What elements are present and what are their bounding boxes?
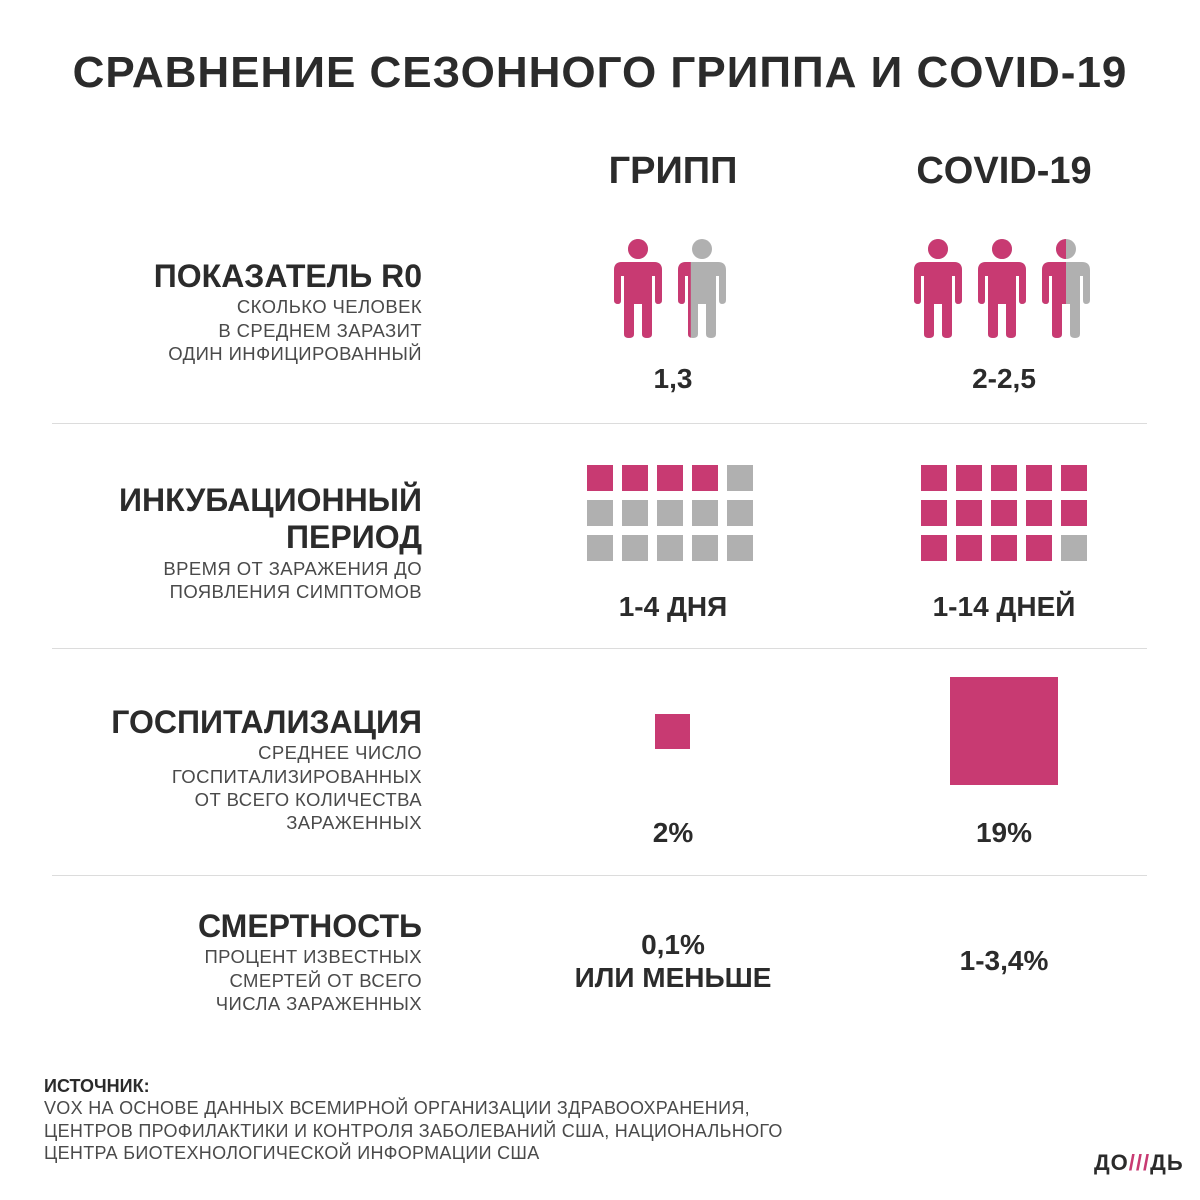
person-icon: [974, 238, 1030, 338]
day-square-icon: [727, 535, 753, 561]
r0-subtitle-line-3: ОДИН ИНФИЦИРОВАННЫЙ: [168, 342, 422, 364]
covid-r0-value: 2-2,5: [972, 363, 1036, 394]
day-square-icon: [727, 465, 753, 491]
person-icon: [1038, 238, 1094, 338]
hospitalization-label-block: [60, 704, 422, 834]
day-square-icon: [956, 535, 982, 561]
source-line-3: ЦЕНТРА БИОТЕХНОЛОГИЧЕСКОЙ ИНФОРМАЦИИ США: [44, 1143, 540, 1163]
day-square-icon: [587, 535, 613, 561]
person-icon: [910, 238, 966, 338]
flu-mortality-value-line-2: ИЛИ МЕНЬШЕ: [574, 962, 772, 994]
day-square-icon: [622, 465, 648, 491]
covid-incubation-value: 1-14 ДНЕЙ: [932, 591, 1076, 622]
flu-r0-people: [610, 238, 730, 338]
day-square-icon: [921, 465, 947, 491]
logo-text-right: ДЬ: [1150, 1150, 1184, 1175]
source-line-2: ЦЕНТРОВ ПРОФИЛАКТИКИ И КОНТРОЛЯ ЗАБОЛЕВАНИЙ США, НАЦИОНАЛЬНОГО: [44, 1120, 783, 1141]
hospitalization-subtitle-line-2: ГОСПИТАЛИЗИРОВАННЫХ: [171, 765, 422, 787]
flu-mortality-value: [543, 928, 803, 994]
page-title: СРАВНЕНИЕ СЕЗОННОГО ГРИППА И COVID-19: [72, 48, 1128, 97]
day-square-icon: [991, 535, 1017, 561]
mortality-subtitle-line-1: ПРОЦЕНТ ИЗВЕСТНЫХ: [204, 946, 422, 968]
mortality-subtitle-line-3: ЧИСЛА ЗАРАЖЕННЫХ: [215, 992, 422, 1014]
covid-r0-people: [910, 238, 1094, 338]
incubation-heading-line-1: ИНКУБАЦИОННЫЙ: [118, 482, 422, 518]
hospitalization-subtitle-line-3: ОТ ВСЕГО КОЛИЧЕСТВА: [194, 788, 422, 810]
day-square-icon: [921, 500, 947, 526]
r0-label-block: [60, 258, 422, 365]
day-square-icon: [1026, 465, 1052, 491]
flu-hospitalization-value: 2%: [652, 817, 694, 848]
day-square-icon: [657, 500, 683, 526]
hospitalization-subtitle-line-4: ЗАРАЖЕННЫХ: [286, 811, 422, 833]
mortality-label-block: [60, 908, 422, 1015]
dozhd-logo: [1094, 1150, 1184, 1176]
column-header-covid: COVID-19: [916, 150, 1092, 192]
row-divider: [52, 648, 1147, 649]
day-square-icon: [956, 500, 982, 526]
mortality-heading: СМЕРТНОСТЬ: [197, 908, 422, 944]
incubation-subtitle-line-1: ВРЕМЯ ОТ ЗАРАЖЕНИЯ ДО: [163, 557, 422, 579]
person-icon: [610, 238, 666, 338]
flu-incubation-value: 1-4 ДНЯ: [618, 591, 728, 622]
incubation-subtitle-line-2: ПОЯВЛЕНИЯ СИМПТОМОВ: [169, 581, 422, 602]
day-square-icon: [991, 500, 1017, 526]
covid-incubation-grid: [921, 465, 1087, 561]
day-square-icon: [622, 500, 648, 526]
day-square-icon: [1061, 500, 1087, 526]
flu-incubation-grid: [587, 465, 753, 561]
r0-subtitle-line-1: СКОЛЬКО ЧЕЛОВЕК: [236, 296, 422, 318]
source-block: [44, 1076, 944, 1165]
flu-r0-value: 1,3: [653, 363, 693, 394]
day-square-icon: [991, 465, 1017, 491]
day-square-icon: [692, 465, 718, 491]
hospitalization-subtitle-line-1: СРЕДНЕЕ ЧИСЛО: [258, 742, 422, 764]
row-divider: [52, 423, 1147, 424]
day-square-icon: [587, 500, 613, 526]
day-square-icon: [587, 465, 613, 491]
flu-hospitalization-square-icon: [655, 714, 690, 749]
covid-hospitalization-square-icon: [950, 677, 1058, 785]
day-square-icon: [692, 500, 718, 526]
hospitalization-heading: ГОСПИТАЛИЗАЦИЯ: [111, 704, 422, 740]
day-square-icon: [657, 535, 683, 561]
source-title: ИСТОЧНИК:: [44, 1076, 150, 1096]
flu-mortality-value-line-1: 0,1%: [641, 929, 705, 960]
day-square-icon: [921, 535, 947, 561]
r0-heading: ПОКАЗАТЕЛЬ R0: [153, 258, 422, 294]
day-square-icon: [1026, 500, 1052, 526]
day-square-icon: [657, 465, 683, 491]
person-icon: [674, 238, 730, 338]
day-square-icon: [1061, 535, 1087, 561]
incubation-label-block: [60, 482, 422, 603]
day-square-icon: [956, 465, 982, 491]
covid-hospitalization-value: 19%: [975, 817, 1033, 848]
incubation-heading-line-2: ПЕРИОД: [286, 519, 422, 556]
day-square-icon: [1026, 535, 1052, 561]
covid-mortality-value: 1-3,4%: [959, 945, 1049, 976]
source-line-1: VOX НА ОСНОВЕ ДАННЫХ ВСЕМИРНОЙ ОРГАНИЗАЦИИ ЗДРАВООХРАНЕНИЯ,: [44, 1098, 750, 1118]
day-square-icon: [622, 535, 648, 561]
logo-slashes: ///: [1128, 1150, 1151, 1175]
day-square-icon: [727, 500, 753, 526]
mortality-subtitle-line-2: СМЕРТЕЙ ОТ ВСЕГО: [229, 969, 422, 991]
column-header-flu: ГРИПП: [608, 150, 738, 192]
logo-text-left: ДО: [1094, 1150, 1129, 1175]
day-square-icon: [1061, 465, 1087, 491]
row-divider: [52, 875, 1147, 876]
r0-subtitle-line-2: В СРЕДНЕМ ЗАРАЗИТ: [218, 319, 422, 341]
day-square-icon: [692, 535, 718, 561]
